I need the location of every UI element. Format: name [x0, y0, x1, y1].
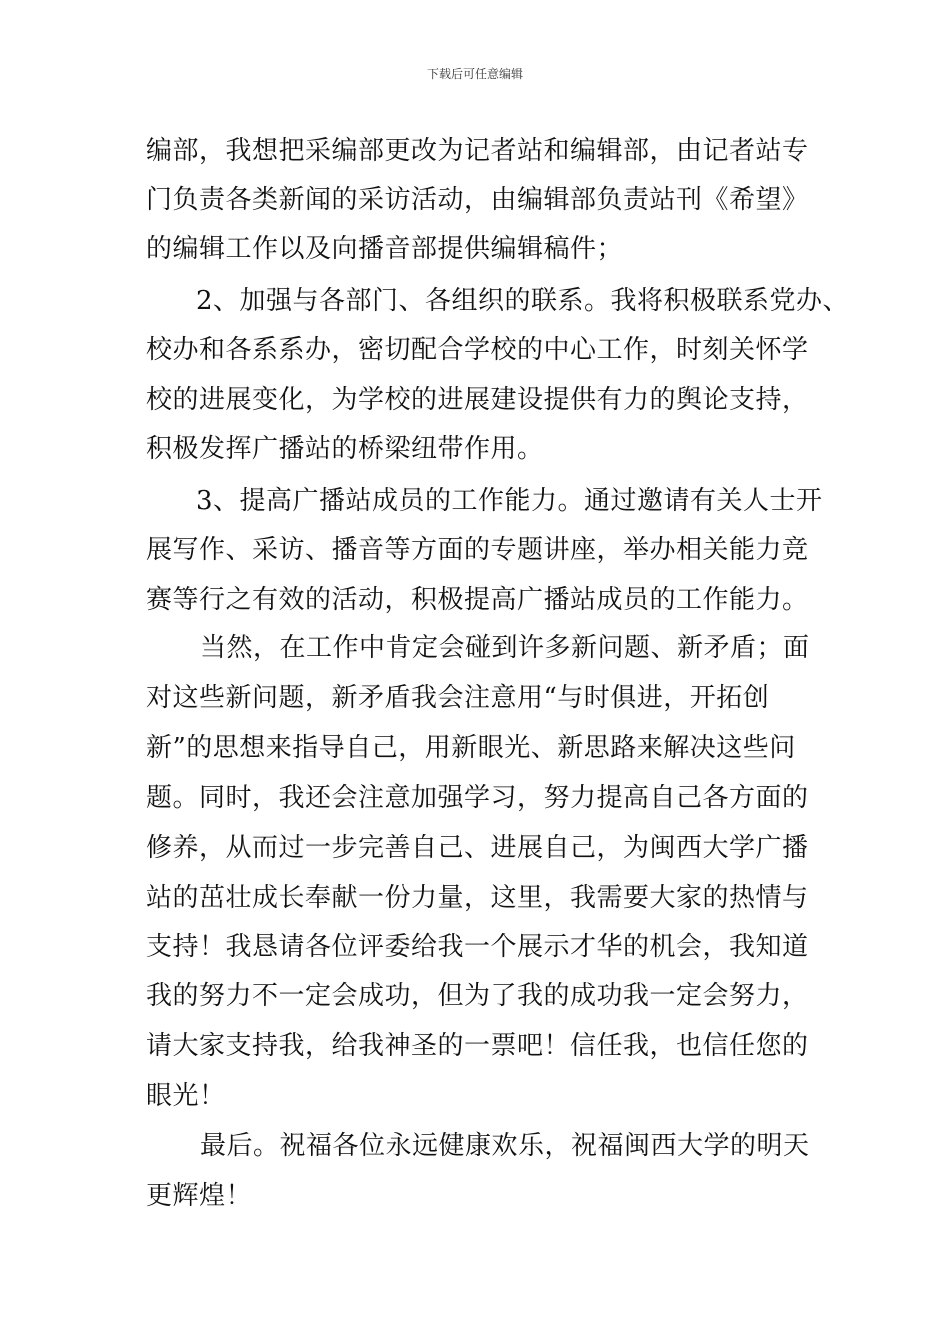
text-line: 更辉煌！: [146, 1181, 253, 1211]
text-line: 3、提高广播站成员的工作能力。通过邀请有关人士开: [196, 486, 823, 516]
text-line: 支持！我恳请各位评委给我一个展示才华的机会，我知道: [146, 932, 809, 962]
text-line: 积极发挥广播站的桥梁纽带作用。: [146, 434, 544, 464]
text-line: 门负责各类新闻的采访活动，由编辑部负责站刊《希望》: [146, 185, 809, 215]
text-line: 赛等行之有效的活动，积极提高广播站成员的工作能力。: [146, 585, 809, 615]
text-line: 题。同时，我还会注意加强学习，努力提高自己各方面的: [146, 783, 809, 813]
text-line: 对这些新问题，新矛盾我会注意用“与时俱进，开拓创: [146, 683, 770, 713]
text-line: 新”的思想来指导自己，用新眼光、新思路来解决这些问: [146, 733, 796, 763]
text-line: 校的进展变化，为学校的进展建设提供有力的舆论支持，: [146, 385, 809, 415]
page-header: 下载后可任意编辑: [426, 67, 523, 81]
text-line: 最后。祝福各位永远健康欢乐，祝福闽西大学的明天: [200, 1131, 810, 1161]
text-line: 修养，从而过一步完善自己、进展自己，为闽西大学广播: [146, 833, 809, 863]
text-line: 校办和各系系办，密切配合学校的中心工作，时刻关怀学: [146, 335, 809, 365]
text-line: 眼光！: [146, 1081, 226, 1111]
text-line: 展写作、采访、播音等方面的专题讲座，举办相关能力竞: [146, 535, 809, 565]
text-line: 我的努力不一定会成功，但为了我的成功我一定会努力，: [146, 981, 809, 1011]
text-line: 请大家支持我，给我神圣的一票吧！信任我，也信任您的: [146, 1031, 809, 1061]
text-line: 2、加强与各部门、各组织的联系。我将积极联系党办、: [196, 286, 850, 316]
text-line: 当然，在工作中肯定会碰到许多新问题、新矛盾；面: [200, 633, 810, 663]
text-line: 编部，我想把采编部更改为记者站和编辑部，由记者站专: [146, 136, 809, 166]
text-line: 站的茁壮成长奉献一份力量，这里，我需要大家的热情与: [146, 883, 809, 913]
text-line: 的编辑工作以及向播音部提供编辑稿件；: [146, 234, 624, 264]
